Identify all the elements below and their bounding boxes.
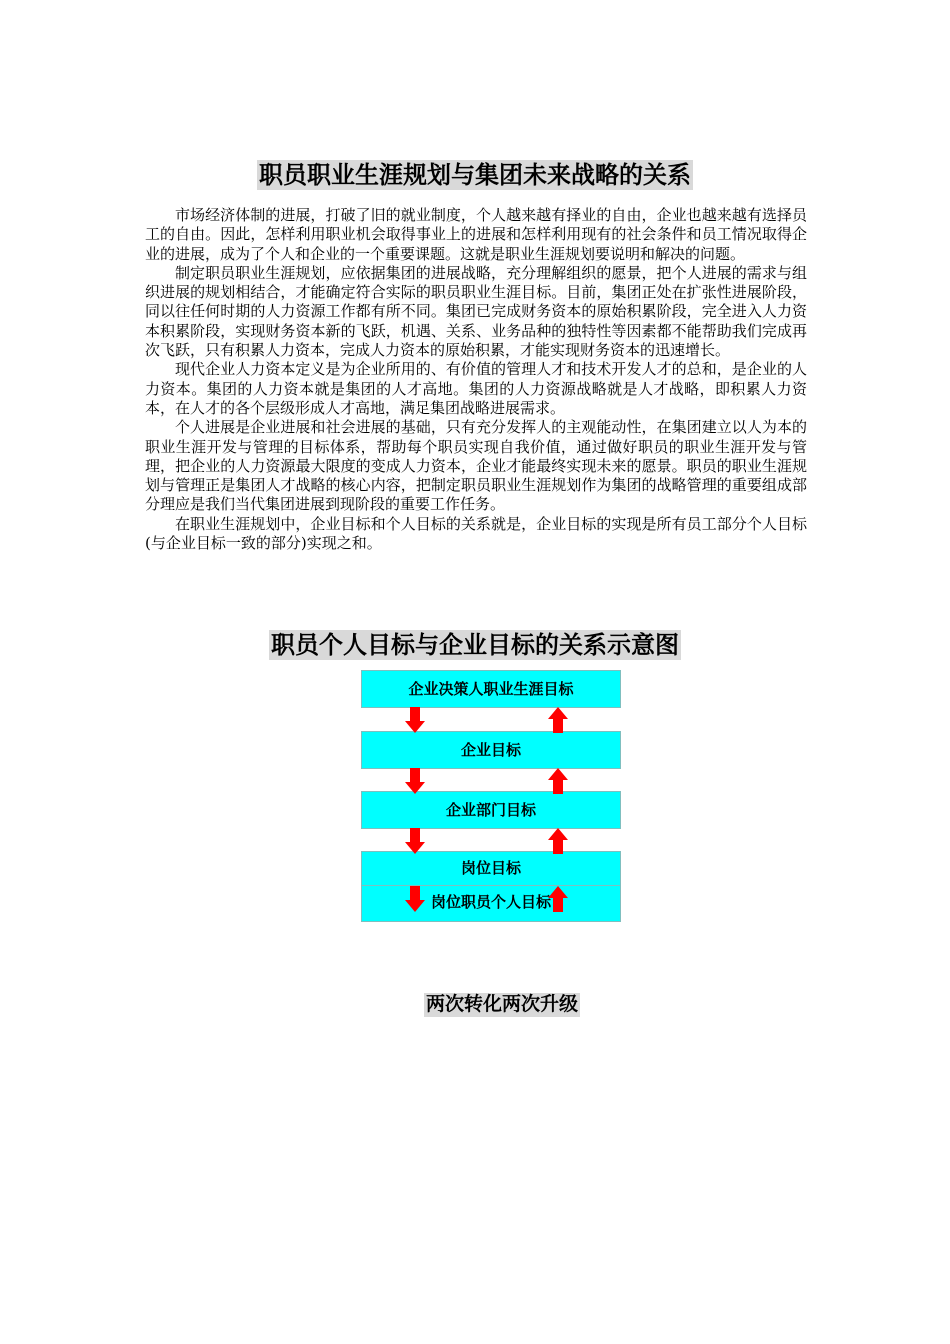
goal-relationship-diagram xyxy=(361,670,623,923)
paragraph: 制定职员职业生涯规划，应依据集团的进展战略，充分理解组织的愿景，把个人进展的需求与组织进展的规划相结合，才能确定符合实际的职员职业生涯目标。目前，集团正处在扩张性进展阶段，同以往任何时期的人力资源工作都有所不同。集团已完成财务资本的原始积累阶段，完全进入人力资本积累阶段，实现财务资本新的飞跃，机遇、关系、业务品种的独特性等因素都不能帮助我们完成再次飞跃，只有积累人力资本，完成人力资本的原始积累，才能实现财务资本的迅速增长。 xyxy=(145,263,807,360)
goal-box-label: 企业目标 xyxy=(460,741,521,759)
goal-box-individual xyxy=(361,885,621,922)
goal-box-label: 岗位目标 xyxy=(460,859,521,877)
goal-box-label: 企业部门目标 xyxy=(445,801,536,819)
arrow-down-icon xyxy=(405,828,425,854)
arrow-down-icon xyxy=(405,886,425,912)
body-text xyxy=(145,206,807,553)
diagram-subtitle: 两次转化两次升级 xyxy=(425,993,578,1015)
goal-box-department xyxy=(361,791,621,829)
goal-box-enterprise xyxy=(361,731,621,769)
arrow-down-icon xyxy=(405,768,425,794)
goal-box-label: 企业决策人职业生涯目标 xyxy=(408,680,574,698)
paragraph: 在职业生涯规划中，企业目标和个人目标的关系就是，企业目标的实现是所有员工部分个人目标(与企业目标一致的部分)实现之和。 xyxy=(145,514,807,553)
arrow-up-icon xyxy=(548,707,568,733)
goal-box-decision-maker xyxy=(361,670,621,708)
paragraph: 市场经济体制的进展，打破了旧的就业制度，个人越来越有择业的自由，企业也越来越有选择员工的自由。因此，怎样利用职业机会取得事业上的进展和怎样利用现有的社会条件和员工情况取得企业的进展，成为了个人和企业的一个重要课题。这就是职业生涯规划要说明和解决的问题。 xyxy=(145,206,807,263)
diagram-title: 职员个人目标与企业目标的关系示意图 xyxy=(271,631,679,659)
arrow-up-icon xyxy=(548,768,568,794)
goal-box-position xyxy=(361,851,621,886)
subtitle-wrapper xyxy=(0,993,950,1017)
paragraph: 现代企业人力资本定义是为企业所用的、有价值的管理人才和技术开发人才的总和，是企业的人力资本。集团的人力资本就是集团的人才高地。集团的人力资源战略就是人才战略，即积累人力资本，在人才的各个层级形成人才高地，满足集团战略进展需求。 xyxy=(145,360,807,417)
goal-box-label: 岗位职员个人目标 xyxy=(430,893,551,911)
diagram-heading-wrapper xyxy=(0,630,950,660)
heading-wrapper xyxy=(0,160,950,190)
arrow-up-icon xyxy=(548,828,568,854)
paragraph: 个人进展是企业进展和社会进展的基础，只有充分发挥人的主观能动性，在集团建立以人为本的职业生涯开发与管理的目标体系，帮助每个职员实现自我价值，通过做好职员的职业生涯开发与管理，把企业的人力资源最大限度的变成人力资本，企业才能最终实现未来的愿景。职员的职业生涯规划与管理正是集团人才战略的核心内容，把制定职员职业生涯规划作为集团的战略管理的重要组成部分理应是我们当代集团进展到现阶段的重要工作任务。 xyxy=(145,418,807,514)
arrow-down-icon xyxy=(405,707,425,733)
page-title: 职员职业生涯规划与集团未来战略的关系 xyxy=(259,161,691,189)
arrow-up-icon xyxy=(548,886,568,912)
